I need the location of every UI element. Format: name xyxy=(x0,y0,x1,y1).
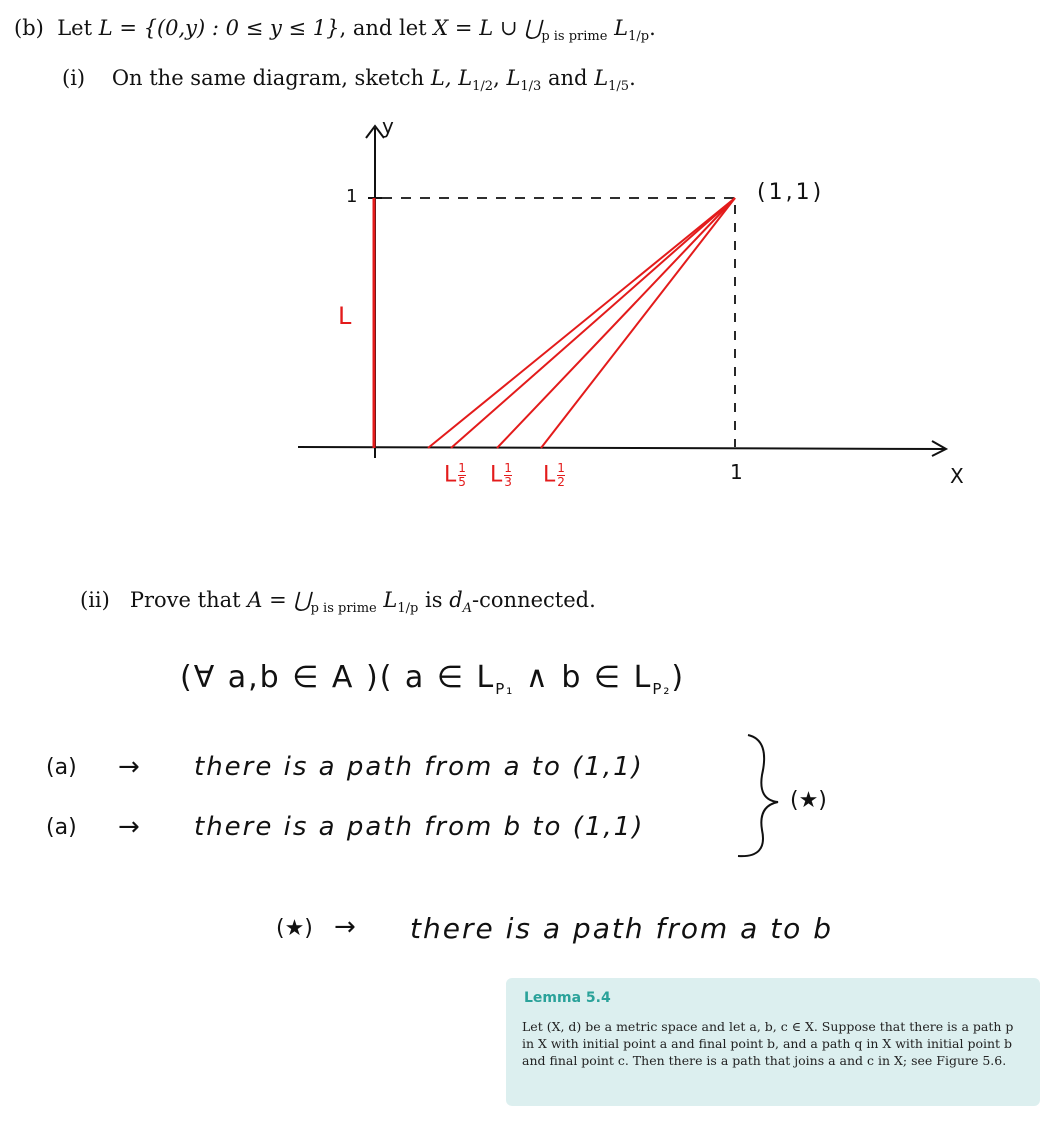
L-label: L xyxy=(338,302,352,330)
sketch-diagram xyxy=(0,0,1064,560)
line-L-fifth xyxy=(428,198,735,448)
sub-half: 1/2 xyxy=(472,79,494,95)
lemma-body: Let (X, d) be a metric space and let a, b, c ∈ X. Suppose that there is a path p in X with initial point a and final point b, and a path q in X with initial point b and final point c. Then there is a path that joins a and c in X; see Figure 5.6. xyxy=(522,1019,1014,1068)
row-b-text: there is a path from b to (1,1) xyxy=(194,812,645,842)
row-a-text: there is a path from a to (1,1) xyxy=(194,752,644,782)
frac-subscript: 1/p xyxy=(628,29,650,45)
row-b-label: (a) xyxy=(46,815,77,840)
X-definition: X = L ∪ ⋃ xyxy=(433,16,542,40)
label-L-half xyxy=(543,462,565,489)
label-den: 5 xyxy=(458,475,466,489)
part-b-label: (b) xyxy=(14,16,44,40)
x-axis-label: X xyxy=(950,464,964,488)
part-b-text-1: Let xyxy=(57,16,99,40)
x-axis xyxy=(298,447,945,449)
proof-line-1 xyxy=(180,660,685,698)
row-a-label: (a) xyxy=(46,755,77,780)
part-ii-text-2: is xyxy=(418,588,450,612)
part-ii-label: (ii) xyxy=(80,588,110,612)
part-i-label: (i) xyxy=(62,66,86,90)
d-subscript: A xyxy=(462,601,473,617)
label-den: 2 xyxy=(557,475,565,489)
L-frac: L xyxy=(383,588,398,612)
conclusion-tag: (★) xyxy=(276,916,313,941)
point-label: (1,1) xyxy=(757,180,825,205)
label-num: 1 xyxy=(458,461,466,475)
label-base: L xyxy=(490,462,503,488)
A-definition: A = ⋃ xyxy=(247,588,311,612)
lemma-box xyxy=(506,978,1040,1106)
label-L-fifth xyxy=(444,462,466,489)
y-tick-label: 1 xyxy=(346,186,358,207)
label-num: 1 xyxy=(557,461,565,475)
line-L-half xyxy=(541,198,735,448)
label-base: L xyxy=(543,462,556,488)
period: . xyxy=(629,66,636,90)
part-b-text-2: , and let xyxy=(339,16,434,40)
brace-tag: (★) xyxy=(790,788,827,813)
proof-line-1-end: ) xyxy=(671,660,686,695)
lemma-title: Lemma 5.4 xyxy=(524,990,611,1006)
sub-p2: P₂ xyxy=(652,680,672,698)
label-base: L xyxy=(444,462,457,488)
y-axis-label: y xyxy=(382,114,394,138)
conclusion-text: there is a path from a to b xyxy=(410,912,833,945)
sub-p1: P₁ xyxy=(495,680,515,698)
comma: , xyxy=(493,66,500,90)
sub-third: 1/3 xyxy=(520,79,542,95)
part-ii-text-1: Prove that xyxy=(129,588,248,612)
item-L-third: L xyxy=(506,66,521,90)
label-L-third xyxy=(490,462,512,489)
x-tick-label: 1 xyxy=(730,460,743,484)
L-frac: L xyxy=(614,16,629,40)
row-a-arrow-icon: → xyxy=(118,752,140,782)
part-i-text: On the same diagram, sketch xyxy=(111,66,431,90)
right-brace-icon xyxy=(738,735,778,856)
L-definition: L = {(0,y) : 0 ≤ y ≤ 1} xyxy=(98,16,340,40)
item-L-half: L xyxy=(458,66,473,90)
union-subscript: p is prime xyxy=(541,29,608,45)
frac-subscript: 1/p xyxy=(397,601,419,617)
row-b-arrow-icon: → xyxy=(118,812,140,842)
sub-fifth: 1/5 xyxy=(608,79,630,95)
label-num: 1 xyxy=(504,461,512,475)
and-word: and xyxy=(548,66,588,90)
d-symbol: d xyxy=(449,588,463,612)
proof-line-1-a: (∀ a,b ∈ A )( a ∈ L xyxy=(180,660,496,695)
item-L-fifth: L xyxy=(594,66,609,90)
line-L-third xyxy=(497,198,735,448)
union-subscript: p is prime xyxy=(310,601,377,617)
part-ii-statement xyxy=(80,586,596,623)
item-L: L, xyxy=(430,66,452,90)
label-den: 3 xyxy=(504,475,512,489)
conclusion-arrow-icon: → xyxy=(334,912,356,942)
part-ii-text-3: -connected. xyxy=(472,588,596,612)
line-L-fourth-extra xyxy=(451,198,735,448)
part-b-end: . xyxy=(649,16,656,40)
proof-line-1-b: ∧ b ∈ L xyxy=(514,660,653,695)
